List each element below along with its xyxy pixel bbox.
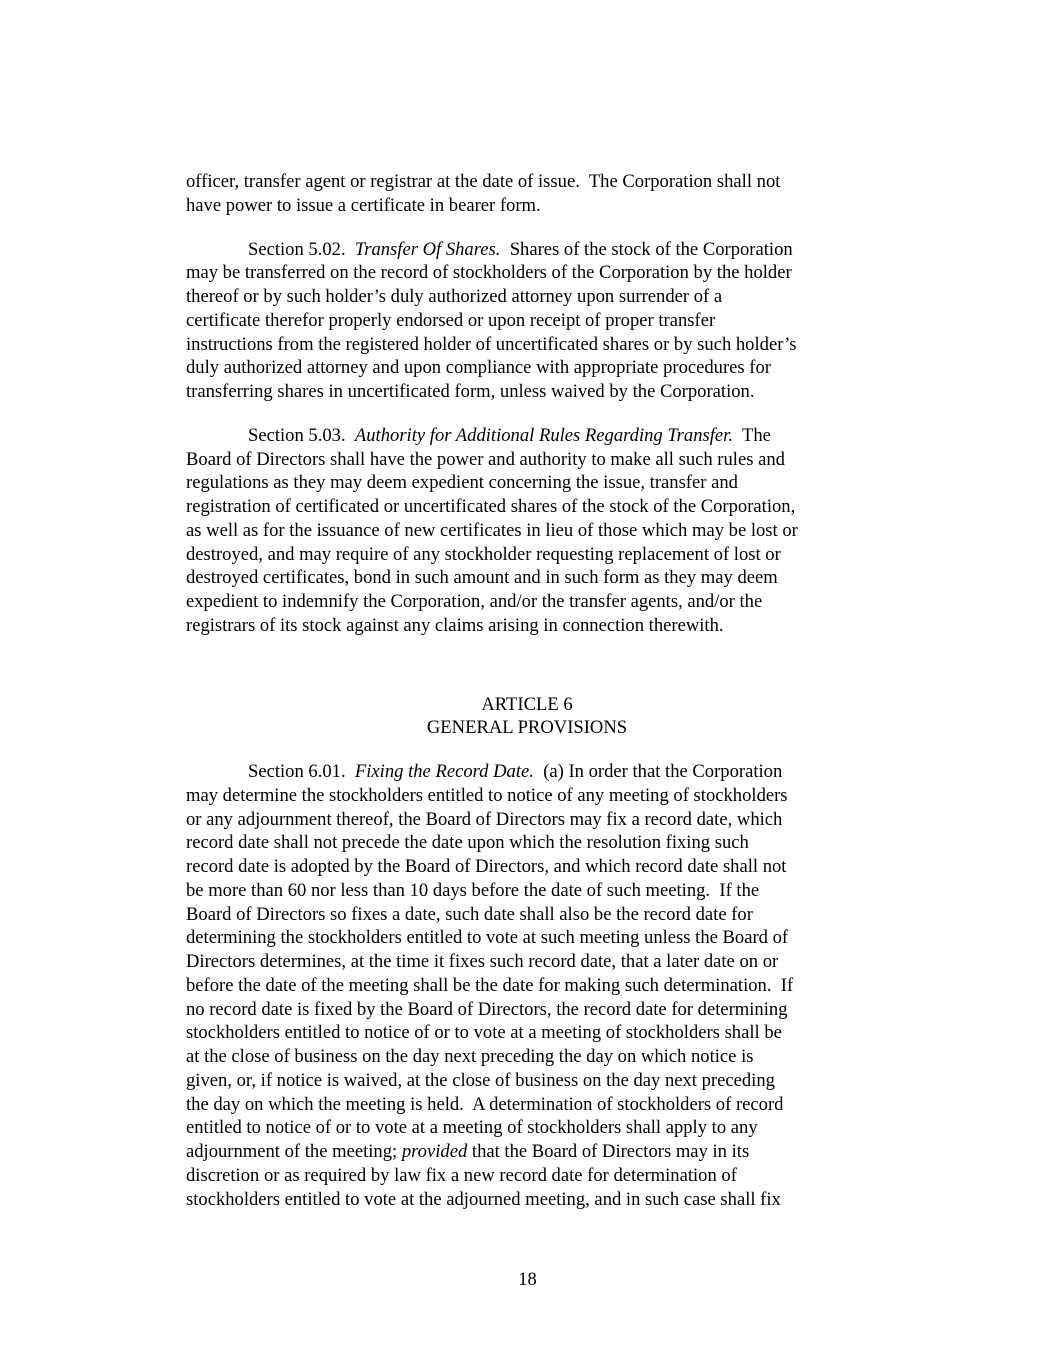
page-number: 18 — [518, 1269, 537, 1290]
text-line: destroyed certificates, bond in such amount and in such form as they may deem — [186, 567, 778, 589]
text-line: have power to issue a certificate in bearer form. — [186, 194, 541, 216]
section-number: Section 5.02. — [248, 238, 346, 260]
text-line: before the date of the meeting shall be the date for making such determination. If — [186, 974, 794, 996]
section-title: Authority for Additional Rules Regarding Transfer. — [354, 424, 733, 446]
section-5-03-paragraph — [186, 424, 886, 638]
section-5-02-first-line — [186, 238, 886, 262]
text-line: instructions from the registered holder of uncertificated shares or by such holder’s — [186, 333, 797, 355]
text-line: discretion or as required by law fix a new record date for determination of — [186, 1164, 737, 1186]
text-fragment: adjournment of the meeting; — [186, 1141, 402, 1162]
italic-term-provided: provided — [401, 1141, 468, 1162]
article-heading — [186, 693, 868, 741]
text-line: Board of Directors so fixes a date, such date shall also be the record date for — [186, 903, 753, 925]
text-fragment: Shares of the stock of the Corporation — [500, 238, 793, 260]
text-fragment: (a) In order that the Corporation — [533, 761, 783, 782]
section-6-01-first-line — [186, 760, 886, 784]
article-number: ARTICLE 6 — [481, 693, 573, 715]
article-title: GENERAL PROVISIONS — [426, 717, 628, 739]
text-fragment: that the Board of Directors may in its — [467, 1141, 750, 1162]
text-line: stockholders entitled to notice of or to vote at a meeting of stockholders shall be — [186, 1022, 782, 1044]
section-number: Section 5.03. — [248, 424, 346, 446]
text-line: as well as for the issuance of new certificates in lieu of those which may be lost or — [186, 519, 798, 541]
text-line: stockholders entitled to vote at the adjourned meeting, and in such case shall fix — [186, 1188, 781, 1210]
text-line: record date is adopted by the Board of Directors, and which record date shall not — [186, 856, 787, 877]
text-line: given, or, if notice is waived, at the close of business on the day next preceding — [186, 1069, 775, 1091]
text-line: expedient to indemnify the Corporation, and/or the transfer agents, and/or the — [186, 591, 763, 612]
text-line: or any adjournment thereof, the Board of Directors may fix a record date, which — [186, 808, 783, 830]
text-line: certificate therefor properly endorsed or upon receipt of proper transfer — [186, 309, 716, 331]
text-line: destroyed, and may require of any stockholder requesting replacement of lost or — [186, 543, 781, 565]
text-line: registrars of its stock against any claims arising in connection therewith. — [186, 614, 724, 636]
text-line: may be transferred on the record of stockholders of the Corporation by the holder — [186, 262, 792, 284]
section-5-02-paragraph — [186, 238, 886, 404]
text-line: entitled to notice of or to vote at a meeting of stockholders shall apply to any — [186, 1117, 758, 1139]
section-title: Fixing the Record Date. — [354, 761, 534, 782]
text-line: at the close of business on the day next preceding the day on which notice is — [186, 1046, 754, 1067]
section-number: Section 6.01. — [248, 761, 346, 782]
text-line: transferring shares in uncertificated form, unless waived by the Corporation. — [186, 381, 755, 402]
text-line: thereof or by such holder’s duly authorized attorney upon surrender of a — [186, 286, 723, 307]
text-line: be more than 60 nor less than 10 days before the date of such meeting. If the — [186, 879, 760, 901]
continuation-paragraph — [186, 170, 886, 218]
text-fragment: The — [733, 424, 771, 446]
section-5-03-first-line — [186, 424, 886, 448]
section-6-01-paragraph — [186, 760, 886, 1211]
text-line: registration of certificated or uncertificated shares of the stock of the Corporation, — [186, 496, 796, 517]
text-line: determining the stockholders entitled to vote at such meeting unless the Board of — [186, 927, 789, 949]
text-line: regulations as they may deem expedient concerning the issue, transfer and — [186, 472, 738, 494]
text-line: record date shall not precede the date upon which the resolution fixing such — [186, 832, 749, 854]
text-line: no record date is fixed by the Board of Directors, the record date for determining — [186, 998, 788, 1020]
provided-line — [186, 1140, 886, 1164]
text-line: duly authorized attorney and upon compliance with appropriate procedures for — [186, 357, 771, 379]
document-body — [186, 170, 886, 1231]
text-line: Board of Directors shall have the power and authority to make all such rules and — [186, 448, 785, 470]
section-title: Transfer Of Shares. — [354, 238, 501, 260]
text-line: the day on which the meeting is held. A determination of stockholders of record — [186, 1093, 784, 1115]
text-line: officer, transfer agent or registrar at the date of issue. The Corporation shall not — [186, 171, 781, 192]
text-line: Directors determines, at the time it fixes such record date, that a later date on or — [186, 951, 779, 972]
text-line: may determine the stockholders entitled to notice of any meeting of stockholders — [186, 784, 788, 806]
